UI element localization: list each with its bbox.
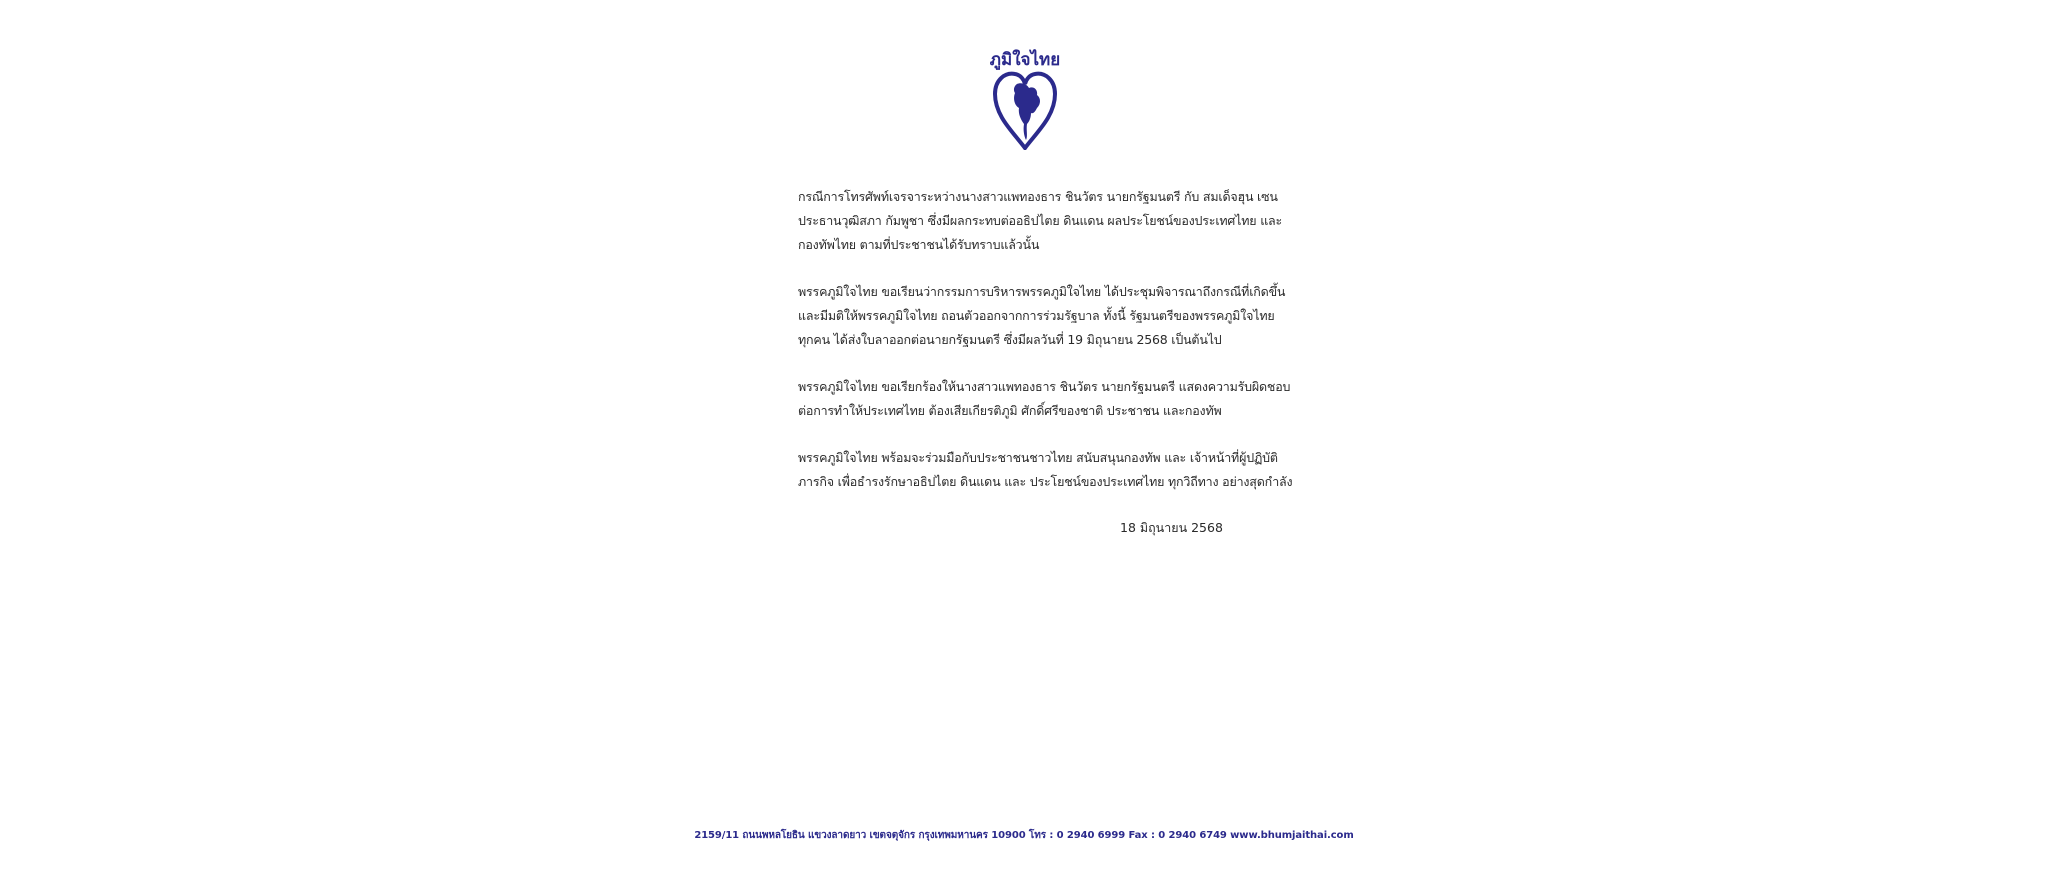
paragraph-line: ทุกคน ได้ส่งใบลาออกต่อนายกรัฐมนตรี ซึ่งมีผลวันที่ 19 มิถุนายน 2568 เป็นต้นไป [798, 332, 1222, 347]
paragraph-line: และมีมติให้พรรคภูมิใจไทย ถอนตัวออกจากการร่วมรัฐบาล ทั้งนี้ รัฐมนตรีของพรรคภูมิใจไทย [798, 308, 1275, 323]
paragraph-line: พรรคภูมิใจไทย ขอเรียกร้องให้นางสาวแพทองธาร ชินวัตร นายกรัฐมนตรี แสดงความรับผิดชอบ [798, 379, 1291, 394]
paragraph-1 [798, 185, 1283, 257]
party-logo [987, 50, 1063, 150]
footer-address: 2159/11 ถนนพหลโยธิน แขวงลาดยาว เขตจตุจักร กรุงเทพมหานคร 10900 โทร : 0 2940 6999 Fax : 0 2940 6749 www.bhumjaithai.com [694, 830, 1354, 841]
heart-map-icon [991, 70, 1059, 150]
letter-body [798, 185, 1293, 517]
paragraph-4 [798, 446, 1293, 494]
paragraph-line: พรรคภูมิใจไทย ขอเรียนว่ากรรมการบริหารพรรคภูมิใจไทย ได้ประชุมพิจารณาถึงกรณีที่เกิดขึ้น [798, 284, 1286, 299]
paragraph-line: ต่อการทำให้ประเทศไทย ต้องเสียเกียรติภูมิ ศักดิ์ศรีของชาติ ประชาชน และกองทัพ [798, 403, 1222, 418]
paragraph-2 [798, 280, 1286, 352]
paragraph-line: กองทัพไทย ตามที่ประชาชนได้รับทราบแล้วนั้น [798, 237, 1040, 252]
paragraph-line: ภารกิจ เพื่อธำรงรักษาอธิปไตย ดินแดน และ ประโยชน์ของประเทศไทย ทุกวิถีทาง อย่างสุดกำลัง [798, 474, 1293, 489]
paragraph-line: กรณีการโทรศัพท์เจรจาระหว่างนางสาวแพทองธาร ชินวัตร นายกรัฐมนตรี กับ สมเด็จฮุน เซน [798, 189, 1278, 204]
logo-wordmark: ภูมิใจไทย [989, 50, 1061, 70]
paragraph-3 [798, 375, 1291, 423]
paragraph-line: ประธานวุฒิสภา กัมพูชา ซึ่งมีผลกระทบต่ออธิปไตย ดินแดน ผลประโยชน์ของประเทศไทย และ [798, 213, 1283, 228]
letter-date: 18 มิถุนายน 2568 [1120, 520, 1223, 535]
paragraph-line: พรรคภูมิใจไทย พร้อมจะร่วมมือกับประชาชนชาวไทย สนับสนุนกองทัพ และ เจ้าหน้าที่ผู้ปฏิบัติ [798, 450, 1278, 465]
